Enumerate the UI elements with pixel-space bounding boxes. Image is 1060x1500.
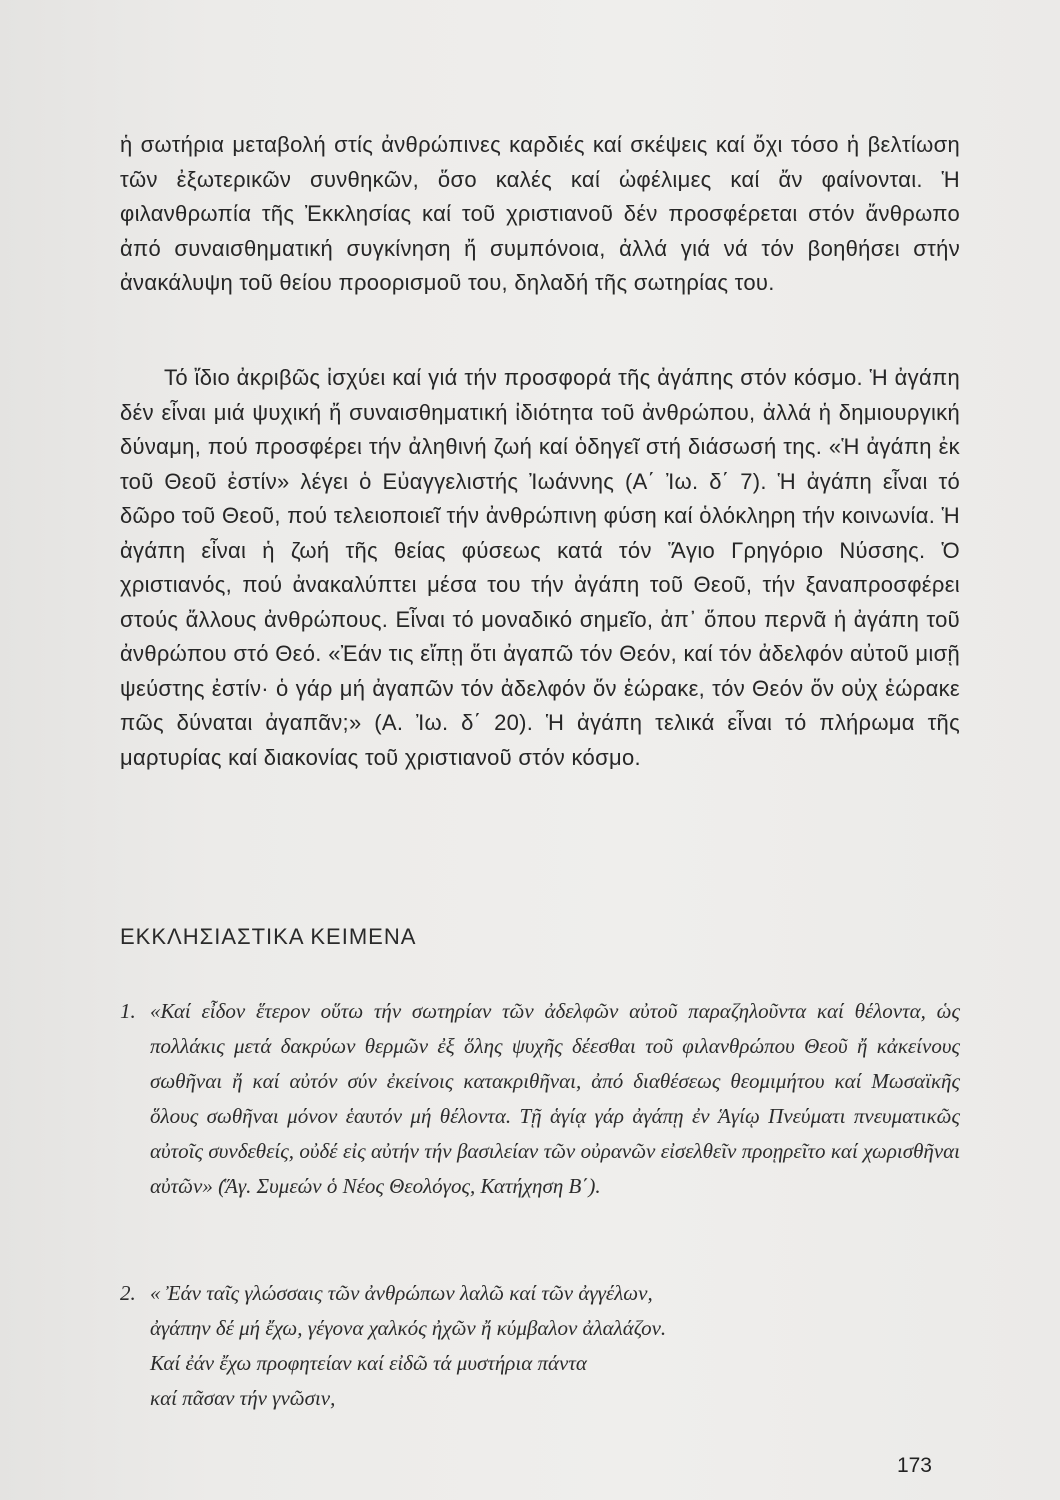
- verse-line: Καί ἐάν ἔχω προφητείαν καί εἰδῶ τά μυστήρια πάντα: [150, 1351, 587, 1375]
- section-heading: ΕΚΚΛΗΣΙΑΣΤΙΚΑ ΚΕΙΜΕΝΑ: [120, 924, 417, 949]
- quote-number: 1.: [120, 999, 136, 1023]
- paragraph-salvation: ἡ σωτήρια μεταβολή στίς ἀνθρώπινες καρδιές καί σκέψεις καί ὄχι τόσο ἡ βελτίωση τῶν ἐξωτερικῶν συνθηκῶν, ὅσο καλές καί ὠφέλιμες καί ἄν φαίνονται. Ἡ φιλανθρωπία τῆς Ἐκκλησίας καί τοῦ χριστιανοῦ δέν προσφέρεται στόν ἄνθρωπο ἀπό συναισθηματική συγκίνηση ἤ συμπόνοια, ἀλλά γιά νά τόν βοηθήσει στήν ἀνακάλυψη τοῦ θείου προορισμοῦ του, δηλαδή τῆς σωτηρίας του.: [120, 132, 960, 295]
- quote-number: 2.: [120, 1281, 136, 1305]
- quote-verse: [150, 1276, 960, 1416]
- quote-text: «Καί εἶδον ἕτερον οὕτω τήν σωτηρίαν τῶν ἀδελφῶν αὐτοῦ παραζηλοῦντα καί θέλοντα, ὡς πολλάκις μετά δακρύων θερμῶν ἐξ ὅλης ψυχῆς δέεσθαι τοῦ φιλανθρώπου Θεοῦ ἤ κἀκείνους σωθῆναι ἤ καί αὐτόν σύν ἐκείνοις κατακριθῆναι, ἀπό διαθέσεως θεομιμήτου καί Μωσαϊκῆς ὅλους σωθῆναι μόνον ἑαυτόν μή θέλοντα. Τῇ ἁγίᾳ γάρ ἀγάπῃ ἐν Ἁγίῳ Πνεύματι πνευματικῶς αὐτοῖς συνδεθείς, οὐδέ εἰς αὐτήν τήν βασιλείαν τῶν οὐρανῶν εἰσελθεῖν προῃρεῖτο καί χωρισθῆναι αὐτῶν» (Ἅγ. Συμεών ὁ Νέος Θεολόγος, Κατήχηση Β΄).: [150, 999, 960, 1198]
- quote-item-1: [120, 994, 960, 1204]
- page-number: 173: [896, 1454, 932, 1477]
- quote-item-2: [120, 1276, 960, 1416]
- paragraph-love: Τό ἴδιο ἀκριβῶς ἰσχύει καί γιά τήν προσφορά τῆς ἀγάπης στόν κόσμο. Ἡ ἀγάπη δέν εἶναι μιά ψυχική ἤ συναισθηματική ἰδιότητα τοῦ ἀνθρώπου, ἀλλά ἡ δημιουργική δύναμη, πού προσφέρει τήν ἀληθινή ζωή καί ὁδηγεῖ στή διάσωσή της. «Ἡ ἀγάπη ἐκ τοῦ Θεοῦ ἐστίν» λέγει ὁ Εὐαγγελιστής Ἰωάννης (Α΄ Ἰω. δ΄ 7). Ἡ ἀγάπη εἶναι τό δῶρο τοῦ Θεοῦ, πού τελειοποιεῖ τήν ἀνθρώπινη φύση καί ὁλόκληρη τήν κοινωνία. Ἡ ἀγάπη εἶναι ἡ ζωή τῆς θείας φύσεως κατά τόν Ἅγιο Γρηγόριο Νύσσης. Ὁ χριστιανός, πού ἀνακαλύπτει μέσα του τήν ἀγάπη τοῦ Θεοῦ, τήν ξαναπροσφέρει στούς ἄλλους ἀνθρώπους. Εἶναι τό μοναδικό σημεῖο, ἀπ᾿ ὅπου περνᾶ ἡ ἀγάπη τοῦ ἀνθρώπου στό Θεό. «Ἐάν τις εἴπῃ ὅτι ἀγαπῶ τόν Θεόν, καί τόν ἀδελφόν αὐτοῦ μισῇ ψεύστης ἐστίν· ὁ γάρ μή ἀγαπῶν τόν ἀδελφόν ὅν ἑώρακε, τόν Θεόν ὅν οὐχ ἑώρακε πῶς δύναται ἀγαπᾶν;» (Α. Ἰω. δ΄ 20). Ἡ ἀγάπη τελικά εἶναι τό πλήρωμα τῆς μαρτυρίας καί διακονίας τοῦ χριστιανοῦ στόν κόσμο.: [120, 365, 960, 770]
- verse-line: ἀγάπην δέ μή ἔχω, γέγονα χαλκός ἠχῶν ἤ κύμβαλον ἀλαλάζον.: [150, 1316, 667, 1340]
- verse-line: καί πᾶσαν τήν γνῶσιν,: [150, 1386, 336, 1410]
- verse-line: « Ἐάν ταῖς γλώσσαις τῶν ἀνθρώπων λαλῶ καί τῶν ἀγγέλων,: [150, 1281, 653, 1305]
